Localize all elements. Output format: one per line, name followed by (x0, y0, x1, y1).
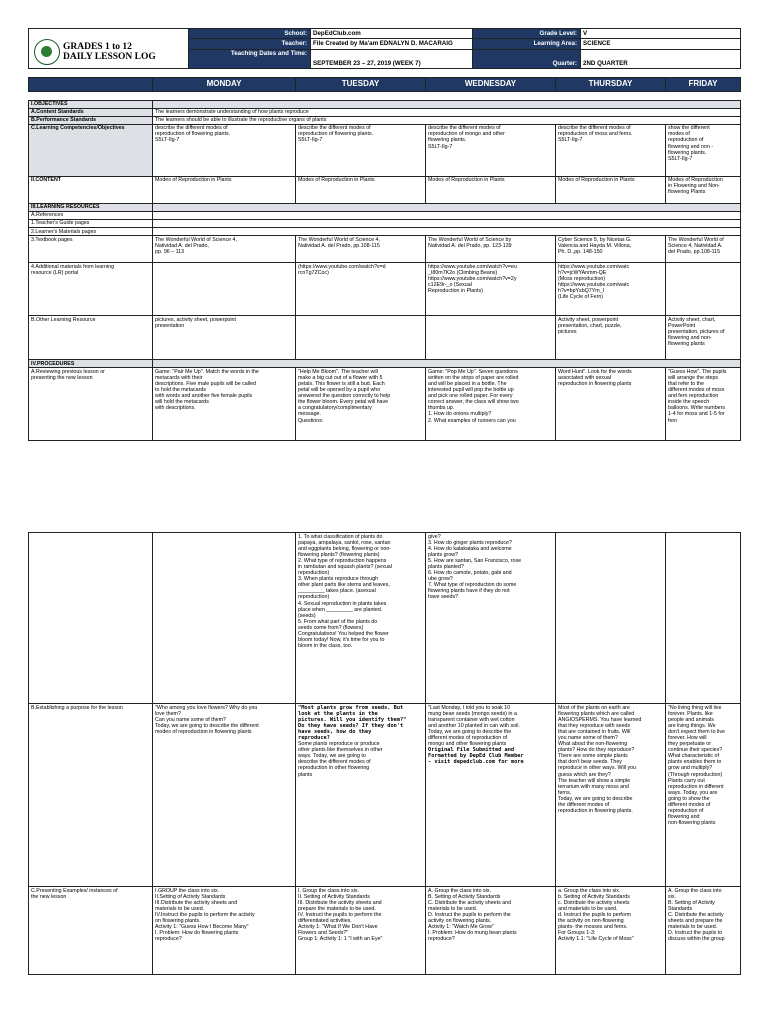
other-thursday: Activity sheet, powerpoint presentation, chart, puzzle, pictures (556, 316, 666, 360)
review-cont-friday (666, 533, 741, 704)
header-table (28, 28, 741, 69)
purpose-tuesday (296, 704, 426, 887)
teacher-label: Teacher: (189, 39, 311, 49)
content-friday: Modes of Reproduction in Flowering and Non- flowering Plants (666, 176, 741, 203)
page-1 (28, 28, 740, 441)
content-tuesday: Modes of Reproduction in Plants (296, 176, 426, 203)
day-friday: FRIDAY (666, 77, 741, 91)
lr-friday (666, 263, 741, 316)
procedures-blank (153, 360, 741, 368)
examples-monday: I.GROUP the class into six. II.Setting of Activity Standards III.Distribute the activity sheets and materials to be used. IV.Instruct the pupils to perform the activity on flowering plants. Activity 1: "Guess How I Become Many" I. Problem: How do flowering plants reproduce? (153, 887, 296, 975)
content-label: II.CONTENT (29, 176, 153, 203)
day-tuesday: TUESDAY (296, 77, 426, 91)
page-2 (28, 532, 740, 975)
tg-pages-label: 1.Teacher's Guide pages (29, 219, 153, 227)
references-label: A.References (29, 211, 153, 219)
lesson-table-page2 (28, 532, 741, 975)
competency-friday: show the different modes of reproduction of flowering and non - flowering plants. S5LT-IIg-7 (666, 124, 741, 176)
textbook-wednesday: The Wonderful World of Science by Natividad A. del Prado, pp. 123-139 (426, 236, 556, 263)
days-header (28, 77, 741, 92)
review-label: A.Reviewing previous lesson or presenting the new lesson (29, 368, 153, 441)
lr-monday (153, 263, 296, 316)
logo-title: GRADES 1 to 12 DAILY LESSON LOG (63, 42, 156, 62)
other-monday: pictures, activity sheet, powerpoint presentation (153, 316, 296, 360)
quarter-value: 2ND QUARTER (581, 49, 741, 68)
content-standards-label: A.Content Standards (29, 108, 153, 116)
lr-tuesday: (https://www.youtube.com/watch?v=d rcnTg7ZCoc) (296, 263, 426, 316)
day-wednesday: WEDNESDAY (426, 77, 556, 91)
area-value: SCIENCE (581, 39, 741, 49)
other-resource-label: B.Other Learning Resource (29, 316, 153, 360)
purpose-monday: "Who among you love flowers? Why do you love them? Can you name some of them? Today, we are going to describe the different modes of reproduction in flowering plants (153, 704, 296, 887)
textbook-thursday: Cyber Science 5, by Nicetas G. Valencia and Hayda M. Villona, Ph. D.,pp. 148-150 (556, 236, 666, 263)
dates-value: SEPTEMBER 23 – 27, 2019 (WEEK 7) (311, 49, 473, 68)
content-wednesday: Modes of Reproduction in Plants (426, 176, 556, 203)
review-cont-label (29, 533, 153, 704)
procedures-heading: IV.PROCEDURES (29, 360, 153, 368)
school-label: School: (189, 29, 311, 39)
objectives-heading: I.OBJECTIVES (29, 100, 153, 108)
quarter-label: Quarter: (473, 49, 581, 68)
grade-label: Grade Level: (473, 29, 581, 39)
logo-block (29, 29, 189, 69)
review-wednesday: Game: "Pop Me Up". Seven questions written on the strips of paper are rolled and will be placed in a bottle. The interested pupil will pop the bottle up and pick one rolled paper. For every correct answer, the class will show two thumbs up. 1. How do onions multiply? 2. What examples of runners can you (426, 368, 556, 441)
dates-label: Teaching Dates and Time: (189, 49, 311, 68)
other-friday: Activity sheet, chart, PowerPoint presentation, pictures of flowering and non- flowering plants (666, 316, 741, 360)
purpose-label: B.Establishing a purpose for the lesson (29, 704, 153, 887)
competency-wednesday: describe the different modes of reproduction of mongo and other flowering plants. S5LT-IIg-7 (426, 124, 556, 176)
lesson-table-page1 (28, 100, 741, 442)
examples-thursday: a. Group the class into six. b. Setting of Activity Standards c. Distribute the activity sheets and materials to be used. d. Instruct the pupils to perform the activity on non-flowering plants- the mosses and ferns. For Groups 1-3: Activity 1.1: "Life Cycle of Moss" (556, 887, 666, 975)
teacher-value: File Created by Ma'am EDNALYN D. MACARAIG (311, 39, 473, 49)
review-friday: "Guess How". The pupils will arrange the steps that refer to the different modes of moss and fern reproduction inside the speech balloons. Write numbers 1-4 for moss and 1-5 for fern (666, 368, 741, 441)
review-cont-wednesday: give? 3. How do ginger plants reproduce? 4. How do katakataka and welcome plants grow? 5. How are santan, San Francisco, rose plants planted? 6. How do camote, potato, gabi and ube grow? 7. What type of reproduction do some flowering plants have if they do not have seeds? (426, 533, 556, 704)
purpose-friday: "No living thing will live forever. Plants, like people and animals are living things. We don't expect them to live forever. How will they perpetuate or continue their species? What characteristic of plants enables them to grow and multiply? (Through reproduction) Plants carry out reproduction in different ways. Today, you are going to show the different modes of reproduction of flowering and non-flowering plants (666, 704, 741, 887)
content-standards-text: The learners demonstrate understanding of how plants reproduce (153, 108, 741, 116)
textbook-label: 3.Textbook pages (29, 236, 153, 263)
performance-standards-label: B.Performance Standards (29, 116, 153, 124)
competency-monday: describe the different modes of reproduction of flowering plants. S5LT-IIg-7 (153, 124, 296, 176)
other-tuesday (296, 316, 426, 360)
textbook-monday: The Wonderful World of Science 4, Natividad A. del Prado, pp. 96 – 113 (153, 236, 296, 263)
purpose-wednesday-plain: "Last Monday, I told you to soak 10 mung bean seeds (mongo seeds) in a transparent container with wet cotton and another 10 planted in can with soil. Today, we are going to describe the different modes of reproduction of mongo and other flowering plants (428, 704, 520, 748)
review-cont-thursday (556, 533, 666, 704)
deped-seal-icon (34, 39, 60, 65)
examples-tuesday: I. Group the class into six. II. Setting of Activity Standards III. Distribute the activity sheets and prepare the materials to be used. IV. Instruct the pupils to perform the differentiated activities. Activity 1: "What If We Don't Have Flowers and Seeds?" Group 1: Activity 1: 1 "I with an Eye" (296, 887, 426, 975)
grade-value: V (581, 29, 741, 39)
competency-tuesday: describe the different modes of reproduction of flowering plants. S5LT-IIg-7 (296, 124, 426, 176)
resources-heading: III.LEARNING RESOURCES (29, 203, 153, 211)
lr-portal-label: 4.Additional materials from learning resource (LR) portal (29, 263, 153, 316)
review-tuesday: "Help Me Bloom". The teacher will make a big cut out of a flower with 5 petals. This flower is still a bud. Each petal will be opened by a pupil who answered the question correctly to help the flower bloom. Every petal will have a congratulatory/complimentary message. Questions: (296, 368, 426, 441)
textbook-tuesday: The Wonderful World of Science 4, Natividad A. del Prado, pp.108-115 (296, 236, 426, 263)
lm-pages-blank (153, 228, 741, 236)
examples-wednesday: A. Group the class into six. B. Setting of Activity Standards C. Distribute the activity sheets and materials to be used. D. Instruct the pupils to perform the activity on flowering plants. Activity 1: "Watch Me Grow" I. Problem: How do mung bean plants reproduce? (426, 887, 556, 975)
purpose-tuesday-plain: Some plants reproduce or produce other plants like themselves in other ways. Today, we are going to describe the different modes of reproduction in other flowering plants (298, 741, 383, 778)
resources-blank (153, 203, 741, 211)
examples-friday: A. Group the class into six. B. Setting of Activity Standards C. Distribute the activity sheets and prepare the materials to be used. D. Instruct the pupils to discuss within the group (666, 887, 741, 975)
purpose-wednesday (426, 704, 556, 887)
review-monday: Game: "Pair Me Up". Match the words in the metacards with their descriptions. Five male pupils will be called to hold the metacards with words and another five female pupils will hold the metacards with descriptions. (153, 368, 296, 441)
area-label: Learning Area: (473, 39, 581, 49)
purpose-thursday: Most of the plants on earth are flowering plants which are called ANGIOSPERMS. You have learned that they reproduce with seeds that are contained in fruits. Will you name some of them? What about the non-flowering plants? How do they reproduce? There are some simple plants that don't bear seeds. They reproduce in other ways. Will you guess which are they? The teacher will show a simple terrarium with many moss and ferns. Today, we are going to describe the different modes of reproduction in flowering plants. (556, 704, 666, 887)
lr-thursday: https://www.youtube.com/watc h?v=jcWYAnmm-QE (Moss reproduction) https://www.youtube.com/watc h?v=bpYsbQ7Ym_I (Life Cycle of Fern) (556, 263, 666, 316)
lr-wednesday: https://www.youtube.com/watch?v=eu _I80m7K2o (Climbing Beans) https://www.youtube.com/watch?v=2y c12E9r-_o (Sexual Reproduction in Plants) (426, 263, 556, 316)
references-blank (153, 211, 741, 219)
purpose-wednesday-marked: Original File Submitted and Formatted by DepEd Club Member - visit depedclub.com for more (428, 747, 524, 766)
purpose-tuesday-marked: "Most plants grow from seeds. But look at the plants in the pictures. Will you identify them?" Do they have seeds? If they don't have seeds, how do they reproduce? (298, 704, 407, 741)
competency-thursday: describe the different modes of reproduction of moss and ferns. S5LT-IIg-7 (556, 124, 666, 176)
textbook-friday: The Wonderful World of Science 4, Natividad A. del Prado, pp.108-115 (666, 236, 741, 263)
day-thursday: THURSDAY (556, 77, 666, 91)
performance-standards-text: The learners should be able to illustrate the reproductive organs of plants (153, 116, 741, 124)
review-cont-tuesday: 1. To what classification of plants do papaya, ampalaya, santol, rose, santan and eggplants belong, flowering or non- flowering plants? (flowering plants) 2. What type of reproduction happens in rambutan and squash plants? (sexual reproduction) 3. When plants reproduce through other plant parts like stems and leaves, _________ takes place. (asexual reproduction) 4. Sexual reproduction in plants takes place when _________ are planted. (seeds) 5. From what part of the plants do seeds come from? (flowers) Congratulations! You helped the flower bloom today! Now, it's time for you to bloom in the class, too. (296, 533, 426, 704)
day-monday: MONDAY (153, 77, 296, 91)
school-value: DepEdClub.com (311, 29, 473, 39)
objectives-blank (153, 100, 741, 108)
other-wednesday (426, 316, 556, 360)
lm-pages-label: 2.Learner's Materials pages (29, 228, 153, 236)
tg-pages-blank (153, 219, 741, 227)
examples-label: C.Presenting Examples/ instances of the new lesson (29, 887, 153, 975)
review-cont-monday (153, 533, 296, 704)
review-thursday: Word Hunt". Look for the words associated with sexual reproduction in flowering plants (556, 368, 666, 441)
content-thursday: Modes of Reproduction in Plants (556, 176, 666, 203)
competencies-label: C.Learning Competencies/Objectives (29, 124, 153, 176)
days-corner (29, 77, 153, 91)
content-monday: Modes of Reproduction in Plants (153, 176, 296, 203)
